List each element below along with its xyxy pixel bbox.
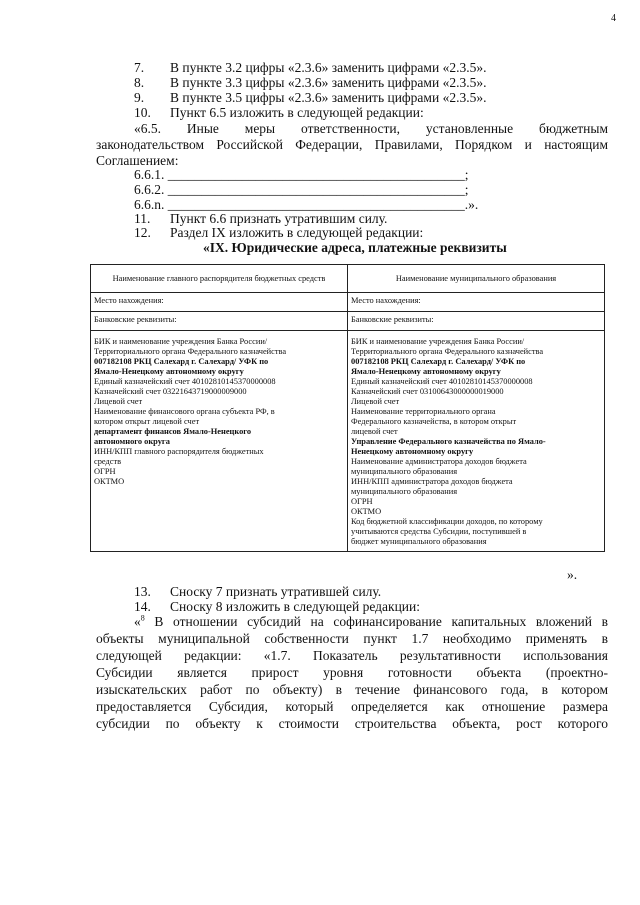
right-line: муниципального образования [351,487,458,496]
item-13-num: 13. [134,584,151,599]
footnote-line-4: Субсидии является прирост уровня готовности объекта (проектно- [96,665,608,680]
footnote-line-3: следующей редакции: «1.7. Показатель результативности использования [96,648,608,663]
item-9-text: В пункте 3.5 цифры «2.3.6» заменить цифрами «2.3.5». [170,90,487,105]
sub-6-6-1: 6.6.1. ____________________________________________; [134,167,469,182]
left-line: ОГРН [94,467,116,476]
right-header-cell: Наименование муниципального образования [348,265,605,293]
table-close-quote: ». [567,567,578,582]
sub-6-6-2: 6.6.2. ____________________________________________; [134,182,469,197]
left-line: Территориального органа Федерального казначейства [94,347,287,356]
left-line: 007182108 РКЦ Салехард г. Салехард/ УФК по [94,357,269,366]
clause-6-5-line-1: «6.5. Иные меры ответственности, установленные бюджетным [134,121,608,136]
right-line: муниципального образования [351,467,458,476]
right-line: Территориального органа Федерального казначейства [351,347,544,356]
left-line: Лицевой счет [94,397,143,406]
footnote-line-7: субсидии по объекту к стоимости строительства объекта, рост которого [96,716,608,731]
item-13-text: Сноску 7 признать утратившей силу. [170,584,382,599]
item-10-text: Пункт 6.5 изложить в следующей редакции: [170,105,424,120]
left-location-cell: Место нахождения: [91,293,348,312]
right-location-cell: Место нахождения: [348,293,605,312]
right-line: ОКТМО [351,507,382,516]
footnote-marker: 8 [140,613,145,623]
left-line: ОКТМО [94,477,125,486]
right-line: ИНН/КПП администратора доходов бюджета [351,477,513,486]
left-header-cell: Наименование главного распорядителя бюджетных средств [91,265,348,293]
right-line: Управление Федерального казначейства по Ямало- [351,437,546,446]
right-line: Код бюджетной классификации доходов, по которому [351,517,543,526]
footnote-line-6: предоставляется Субсидия, который определяется как отношение размера [96,699,608,714]
right-line: Казначейский счет 03100643000000019000 [351,387,504,396]
right-line: Единый казначейский счет 40102810145370000008 [351,377,533,386]
left-line: ИНН/КПП главного распорядителя бюджетных [94,447,264,456]
right-line: Ненецкому автономному округу [351,447,474,456]
right-line: 007182108 РКЦ Салехард г. Салехард/ УФК по [351,357,526,366]
footnote-line-5: изыскательских работ по объекту) в течение финансового года, в котором [96,682,608,697]
item-9-num: 9. [134,90,145,105]
item-8-text: В пункте 3.3 цифры «2.3.6» заменить цифрами «2.3.5». [170,75,487,90]
right-line: Наименование администратора доходов бюджета [351,457,527,466]
footnote-line-1 [134,614,608,631]
item-8-num: 8. [134,75,145,90]
left-line: Ямало-Ненецкому автономному округу [94,367,244,376]
left-line: департамент финансов Ямало-Ненецкого [94,427,252,436]
left-line: автономного округа [94,437,170,446]
left-details-cell [91,331,348,552]
right-details-list [351,337,601,547]
left-bank-cell: Банковские реквизиты: [91,312,348,331]
section-heading: «IX. Юридические адреса, платежные реквизиты [203,240,507,255]
left-line: БИК и наименование учреждения Банка России/ [94,337,268,346]
left-details-list [94,337,344,487]
left-line: средств [94,457,122,466]
table-row [91,265,605,293]
left-line: Единый казначейский счет 40102810145370000008 [94,377,276,386]
table-row [91,331,605,552]
left-line: котором открыт лицевой счет [94,417,200,426]
item-10-num: 10. [134,105,151,120]
right-line: учитываются средства Субсидии, поступившей в [351,527,527,536]
item-7-num: 7. [134,60,145,75]
clause-6-5-line-2: законодательством Российской Федерации, Правилами, Порядком и настоящим [96,137,608,152]
right-line: БИК и наименование учреждения Банка России/ [351,337,525,346]
right-line: Федерального казначейства, в котором открыт [351,417,517,426]
right-line: Ямало-Ненецкому автономному округу [351,367,501,376]
item-11-text: Пункт 6.6 признать утратившим силу. [170,211,388,226]
item-11-num: 11. [134,211,151,226]
left-line: Наименование финансового органа субъекта РФ, в [94,407,275,416]
table-row [91,293,605,312]
item-12-text: Раздел IX изложить в следующей редакции: [170,225,424,240]
footnote-line-1-text: В отношении субсидий на софинансирование капитальных вложений в [144,614,608,629]
right-line: Лицевой счет [351,397,400,406]
right-line: бюджет муниципального образования [351,537,487,546]
right-details-cell [348,331,605,552]
right-line: Наименование территориального органа [351,407,496,416]
clause-6-5-line-3: Соглашением: [96,153,179,168]
sub-6-6-n: 6.6.n. ____________________________________________.». [134,197,479,212]
requisites-table [90,264,605,552]
footnote-open-quote: « [134,614,141,629]
left-line: Казначейский счет 03221643719000009000 [94,387,247,396]
page-number: 4 [611,13,616,24]
footnote-line-2: объекты муниципальной собственности пункт 1.7 необходимо применять в [96,631,608,646]
table-row [91,312,605,331]
item-14-text: Сноску 8 изложить в следующей редакции: [170,599,421,614]
right-line: лицевой счет [351,427,398,436]
item-7-text: В пункте 3.2 цифры «2.3.6» заменить цифрами «2.3.5». [170,60,487,75]
right-bank-cell: Банковские реквизиты: [348,312,605,331]
right-line: ОГРН [351,497,373,506]
item-14-num: 14. [134,599,151,614]
item-12-num: 12. [134,225,151,240]
